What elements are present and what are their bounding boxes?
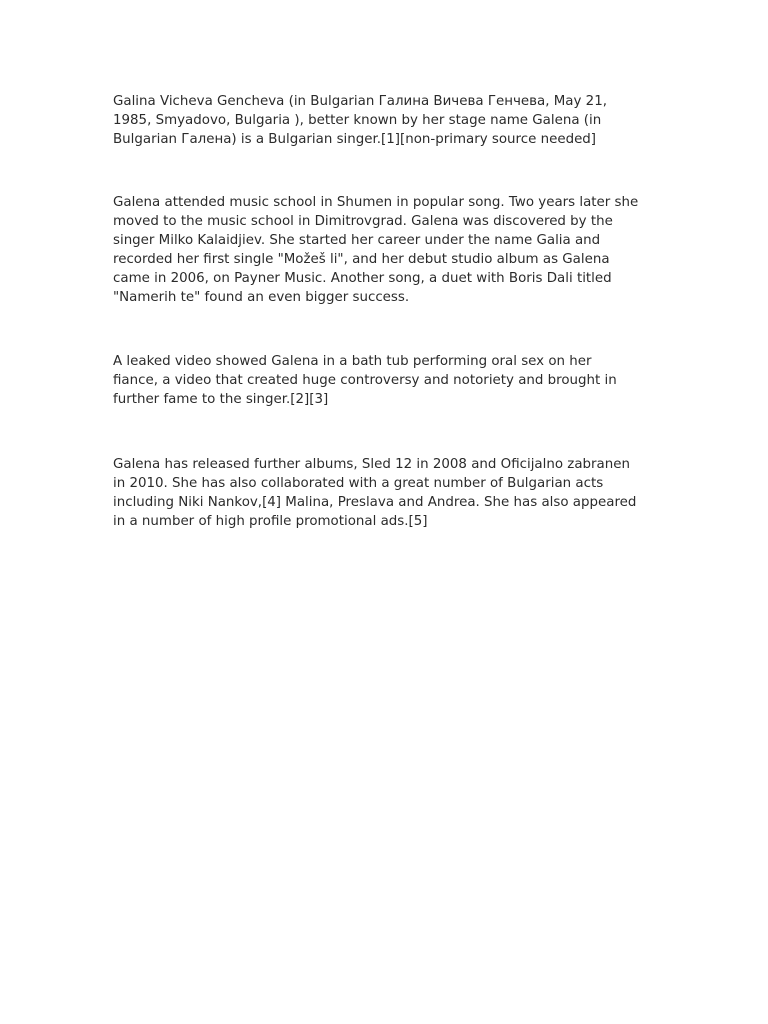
text-line: in a number of high profile promotional ads.[5]	[113, 514, 428, 529]
text-line: came in 2006, on Payner Music. Another song, a duet with Boris Dali titled	[113, 271, 612, 286]
text-line: A leaked video showed Galena in a bath tub performing oral sex on her	[113, 354, 592, 369]
text-line: Galina Vicheva Gencheva (in Bulgarian Галина Вичева Генчева, May 21,	[113, 94, 607, 109]
text-line: singer Milko Kalaidjiev. She started her career under the name Galia and	[113, 233, 601, 248]
text-line: Galena has released further albums, Sled 12 in 2008 and Oficijalno zabranen	[113, 457, 630, 472]
text-line: including Niki Nankov,[4] Malina, Preslava and Andrea. She has also appeared	[113, 495, 637, 510]
paragraph-career	[113, 193, 658, 307]
text-line: moved to the music school in Dimitrovgrad. Galena was discovered by the	[113, 214, 613, 229]
paragraph-intro	[113, 92, 658, 149]
paragraph-albums	[113, 455, 658, 531]
text-line: "Namerih te" found an even bigger success.	[113, 290, 410, 305]
paragraph-controversy	[113, 352, 658, 409]
text-line: 1985, Smyadovo, Bulgaria ), better known by her stage name Galena (in	[113, 113, 602, 128]
text-line: further fame to the singer.[2][3]	[113, 392, 329, 407]
text-line: fiance, a video that created huge controversy and notoriety and brought in	[113, 373, 617, 388]
text-line: Bulgarian Галена) is a Bulgarian singer.[1][non-primary source needed]	[113, 132, 597, 147]
text-line: Galena attended music school in Shumen in popular song. Two years later she	[113, 195, 639, 210]
text-line: in 2010. She has also collaborated with a great number of Bulgarian acts	[113, 476, 604, 491]
text-line: recorded her first single "Možeš li", and her debut studio album as Galena	[113, 252, 610, 267]
